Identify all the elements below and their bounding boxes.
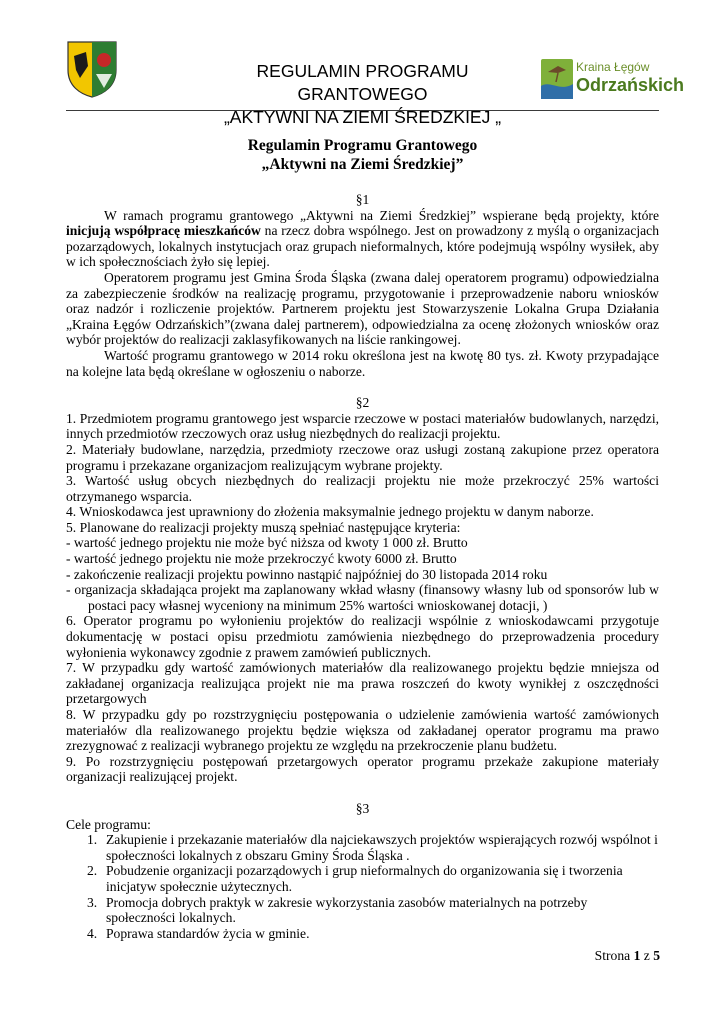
page-label: Strona — [594, 948, 634, 963]
document-title-line2: „Aktywni na Ziemi Średzkiej” — [261, 156, 464, 173]
document-title — [66, 136, 659, 174]
section-3-heading: §3 — [355, 800, 370, 816]
header-title — [190, 60, 535, 129]
section-2-heading: §2 — [355, 395, 370, 411]
page-of: z — [640, 948, 654, 963]
section-2-item-7: 7. W przypadku gdy wartość zamówionych materiałów dla realizowanego projektu będzie mniejsza od zakładanej organizacja realizująca projekt nie ma prawa roszczeń do kwoty wynikłej z oszczędności przetargowych — [66, 660, 659, 707]
logo-text-bottom: Odrzańskich — [576, 75, 685, 95]
document-title-line1: Regulamin Programu Grantowego — [247, 137, 478, 154]
section-3-intro: Cele programu: — [66, 816, 151, 832]
section-2-item-4: 4. Wnioskodawca jest uprawniony do złożenia maksymalnie jednego projektu w danym naborze. — [66, 504, 594, 520]
section-1-paragraph-1 — [66, 208, 659, 270]
logo-text-top: Kraina Łęgów — [576, 60, 650, 74]
current-page: 1 — [633, 948, 641, 963]
list-item — [66, 832, 659, 863]
section-2-criterion-2: - wartość jednego projektu nie może przekroczyć kwoty 6000 zł. Brutto — [66, 551, 457, 567]
goal-number: 4. — [87, 925, 98, 941]
list-item — [66, 863, 659, 894]
header-title-line2: „AKTYWNI NA ZIEMI ŚREDZKIEJ „ — [223, 107, 502, 127]
lgd-logo-icon — [540, 58, 574, 100]
header-divider — [66, 110, 659, 111]
page-number — [560, 948, 660, 964]
document-body — [66, 136, 659, 941]
section-1-paragraph-3: Wartość programu grantowego w 2014 roku określona jest na kwotę 80 tys. zł. Kwoty przypadające na kolejne lata będą określane w ogłoszeniu o naborze. — [66, 347, 659, 379]
section-1-paragraph-2: Operatorem programu jest Gmina Środa Śląska (zwana dalej operatorem programu) odpowiedzialna za zabezpieczenie środków na realizację programu, przygotowanie i przeprowadzenie naboru wniosków oraz nadzór i rozliczenie projektów. Partnerem projektu jest Stowarzyszenie Lokalna Grupa Działania „Kraina Łęgów Odrzańskich”(zwana dalej partnerem), odpowiedzialna za ocenę złożonych wniosków oraz wybór projektów do realizacji zaklasyfikowanych na liście rankingowej. — [66, 269, 659, 348]
goal-text: Promocja dobrych praktyk w zakresie wykorzystania zasobów materialnych na potrzeby społeczności lokalnych. — [106, 894, 588, 926]
list-item — [66, 895, 659, 926]
list-item — [66, 926, 659, 942]
section-1-heading: §1 — [355, 192, 370, 207]
section-2-criterion-3: - zakończenie realizacji projektu powinno nastąpić najpóźniej do 30 listopada 2014 roku — [66, 566, 548, 582]
goals-list — [66, 832, 659, 941]
section-2-item-3: 3. Wartość usług obcych niezbędnych do realizacji projektu nie może przekroczyć 25% wartości otrzymanego wsparcia. — [66, 473, 659, 504]
goal-text: Pobudzenie organizacji pozarządowych i grup nieformalnych do organizowania się i tworzenia inicjatyw społecznie użytecznych. — [106, 863, 623, 894]
section-2-item-8: 8. W przypadku gdy po rozstrzygnięciu postępowania o udzielenie zamówienia wartość zamówionych materiałów dla realizowanego projektu będzie większa od zakładanej operator programu ma prawo zrezygnować z realizacji wybranego projektu ze względu na przekroczenie planu budżetu. — [66, 707, 659, 754]
section-2-criterion-1: - wartość jednego projektu nie może być niższa od kwoty 1 000 zł. Brutto — [66, 535, 468, 551]
section-2-item-5: 5. Planowane do realizacji projekty muszą spełniać następujące kryteria: — [66, 519, 461, 535]
section-2-criterion-4: - organizacja składająca projekt ma zaplanowany wkład własny (finansowy własny lub od sponsorów lub w postaci pacy własnej wyceniony na minimum 25% wartości wnioskowanej dotacji, ) — [66, 582, 659, 613]
goal-number: 2. — [87, 863, 98, 879]
header-title-line1: REGULAMIN PROGRAMU GRANTOWEGO — [256, 61, 469, 104]
s1-p1-part-a: W ramach programu grantowego „Aktywni na Ziemi Średzkiej” wspierane będą projekty, które — [104, 207, 659, 223]
s1-p1-bold: inicjują współpracę mieszkańców — [66, 223, 261, 239]
section-2-item-2: 2. Materiały budowlane, narzędzia, przedmioty rzeczowe oraz usługi zostaną zakupione przez operatora programu i przekazane organizacjom realizującym wybrane projekty. — [66, 441, 659, 473]
section-2-item-1: 1. Przedmiotem programu grantowego jest wsparcie rzeczowe w postaci materiałów budowlanych, narzędzi, innych przedmiotów rzeczowych oraz usług niezbędnych do realizacji projektu. — [66, 410, 659, 442]
lgd-logo — [540, 58, 685, 102]
section-2-item-6: 6. Operator programu po wyłonieniu projektów do realizacji wspólnie z wnioskodawcami przygotuje dokumentację w postaci opisu przedmiotu zamówienia niezbędnego do przeprowadzenia procedury wyłonienia wykonawcy zgodnie z prawem zamówień publicznych. — [66, 613, 659, 660]
municipal-crest-icon — [66, 40, 118, 98]
total-pages: 5 — [653, 948, 660, 963]
goal-number: 1. — [87, 832, 98, 848]
goal-number: 3. — [87, 894, 98, 910]
goal-text: Poprawa standardów życia w gminie. — [106, 925, 310, 941]
goal-text: Zakupienie i przekazanie materiałów dla najciekawszych projektów wspierających rozwój wspólnot i społeczności lokalnych z obszaru Gminy Środa Śląska . — [106, 832, 658, 863]
s1-p1-part-b: na rzecz dobra wspólnego. Jest on prowadzony z myślą o organizacjach pozarządowych, lokalnych instytucjach oraz grupach nieformalnych, które podejmują wspólny wysiłek, aby w ich społecznościach żyło się lepiej. — [66, 223, 660, 270]
section-2-item-9: 9. Po rozstrzygnięciu postępowań przetargowych operator programu przekaże zakupione materiały organizacji realizującej projekt. — [66, 753, 659, 785]
